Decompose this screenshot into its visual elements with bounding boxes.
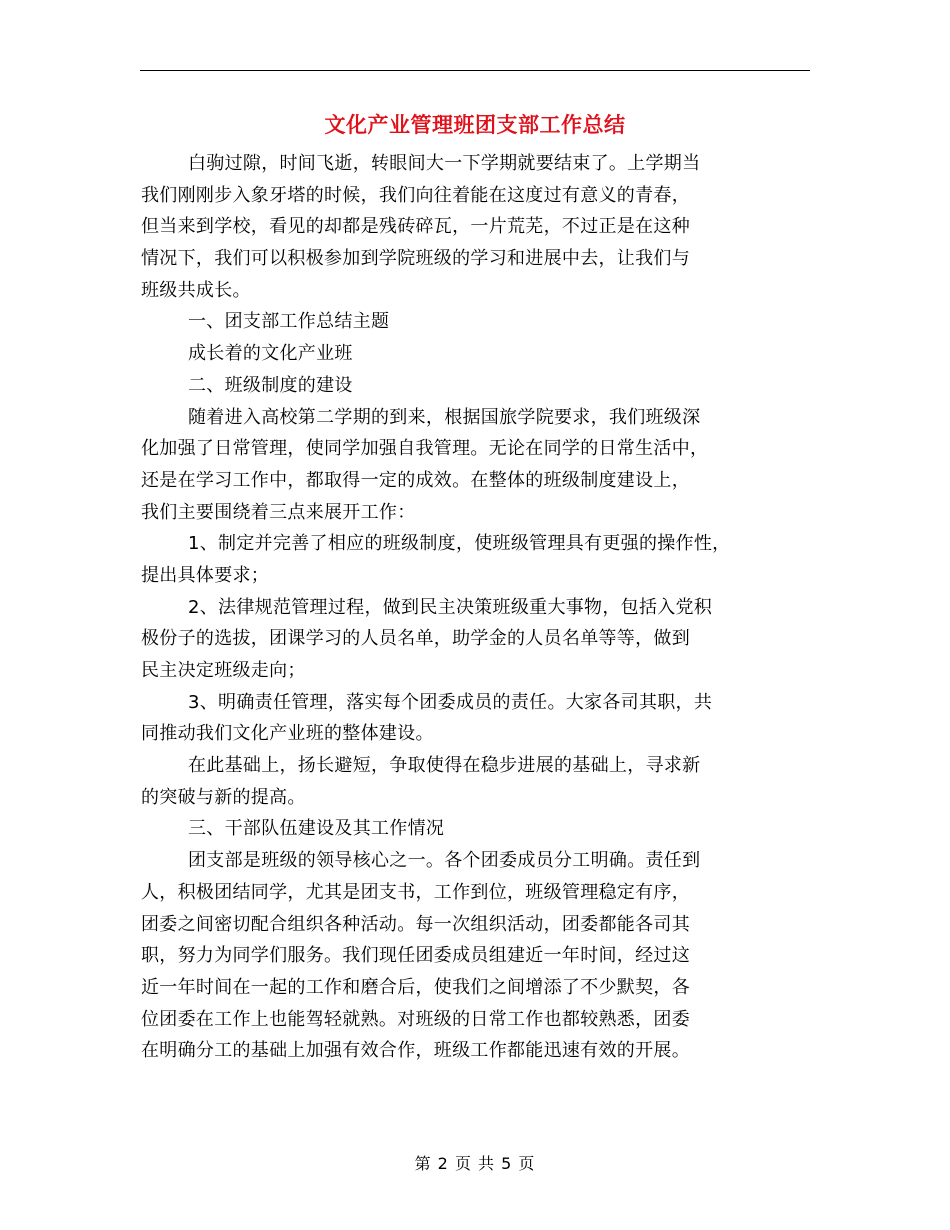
list-item-line: 3、明确责任管理，落实每个团委成员的责任。大家各司其职，共 <box>188 691 713 713</box>
paragraph-line: 成长着的文化产业班 <box>188 343 353 365</box>
section-heading: 三、干部队伍建设及其工作情况 <box>188 818 445 840</box>
paragraph-line: 随着进入高校第二学期的到来，根据国旅学院要求，我们班级深 <box>188 406 701 428</box>
paragraph-line: 团委之间密切配合组织各种活动。每一次组织活动，团委都能各司其 <box>141 913 690 935</box>
list-item-line: 2、法律规范管理过程，做到民主决策班级重大事物，包括入党积 <box>188 596 713 618</box>
header-rule <box>140 70 810 71</box>
list-item-line: 同推动我们文化产业班的整体建设。 <box>141 723 434 745</box>
paragraph-line: 化加强了日常管理，使同学加强自我管理。无论在同学的日常生活中， <box>141 438 709 460</box>
paragraph-line: 我们刚刚步入象牙塔的时候，我们向往着能在这度过有意义的青春， <box>141 184 690 206</box>
paragraph-line: 的突破与新的提高。 <box>141 786 306 808</box>
paragraph-line: 但当来到学校，看见的却都是残砖碎瓦，一片荒芜，不过正是在这种 <box>141 216 690 238</box>
paragraph-line: 位团委在工作上也能驾轻就熟。对班级的日常工作也都较熟悉，团委 <box>141 1008 690 1030</box>
list-item-line: 民主决定班级走向； <box>141 660 306 681</box>
paragraph-line: 我们主要围绕着三点来展开工作： <box>141 501 416 523</box>
paragraph-line: 白驹过隙，时间飞逝，转眼间大一下学期就要结束了。上学期当 <box>188 153 701 174</box>
list-item-line: 1、制定并完善了相应的班级制度，使班级管理具有更强的操作性， <box>188 533 731 555</box>
document-title: 文化产业管理班团支部工作总结 <box>324 113 626 137</box>
paragraph-line: 情况下，我们可以积极参加到学院班级的学习和进展中去，让我们与 <box>141 248 690 270</box>
paragraph-line: 班级共成长。 <box>141 279 251 301</box>
paragraph-line: 还是在学习工作中，都取得一定的成效。在整体的班级制度建设上， <box>141 469 690 491</box>
document-body <box>141 148 831 1067</box>
paragraph-line: 人，积极团结同学，尤其是团支书，工作到位，班级管理稳定有序， <box>141 881 690 903</box>
page-number-footer: 第 2 页 共 5 页 <box>414 1154 536 1173</box>
list-item-line: 极份子的选拔，团课学习的人员名单，助学金的人员名单等等，做到 <box>141 628 690 650</box>
paragraph-line: 近一年时间在一起的工作和磨合后，使我们之间增添了不少默契，各 <box>141 976 690 998</box>
paragraph-line: 职，努力为同学们服务。我们现任团委成员组建近一年时间，经过这 <box>141 945 690 967</box>
paragraph-line: 在明确分工的基础上加强有效合作，班级工作都能迅速有效的开展。 <box>141 1040 690 1062</box>
list-item-line: 提出具体要求； <box>141 564 270 586</box>
section-heading: 二、班级制度的建设 <box>188 374 353 396</box>
section-heading: 一、团支部工作总结主题 <box>188 311 390 333</box>
paragraph-line: 团支部是班级的领导核心之一。各个团委成员分工明确。责任到 <box>188 850 701 872</box>
paragraph-line: 在此基础上，扬长避短，争取使得在稳步进展的基础上，寻求新 <box>188 755 701 777</box>
